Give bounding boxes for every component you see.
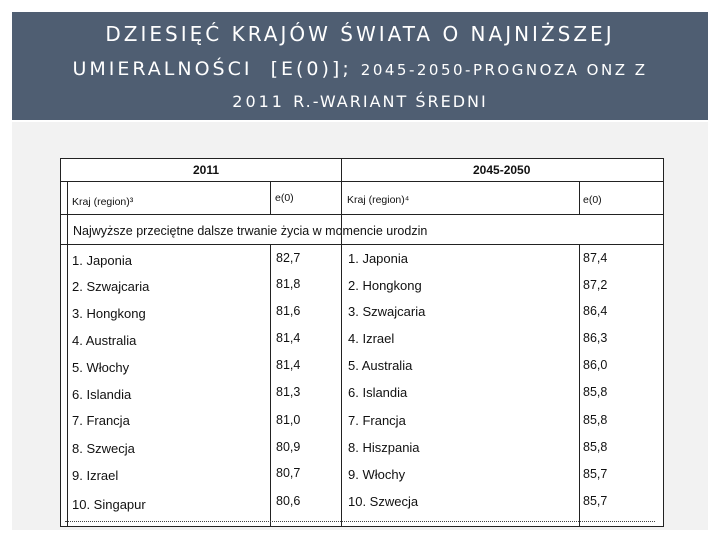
column-header-country: Kraj (region)⁴ (347, 194, 410, 206)
table-cell-country: 2. Hongkong (348, 278, 422, 293)
title-e0-notation: [E(0)]; (270, 58, 352, 80)
table-rule (270, 181, 271, 214)
year-header-2011: 2011 (193, 163, 220, 177)
slide-title-line-1: DZIESIĘĆ KRAJÓW ŚWIATA O NAJNIŻSZEJ (105, 22, 615, 46)
table-cut-edge (65, 521, 655, 526)
table-cell-country: 4. Australia (72, 333, 137, 348)
table-cell-country: 6. Islandia (348, 385, 408, 400)
table-cell-country: 8. Szwecja (72, 441, 135, 456)
table-cell-country: 2. Szwajcaria (72, 279, 150, 294)
table-cell-country: 7. Francja (72, 413, 130, 428)
table-rule (579, 181, 580, 214)
table-cell-value: 81,8 (276, 277, 301, 291)
table-cell-country: 8. Hiszpania (348, 440, 420, 455)
table-rule (61, 214, 663, 215)
table-cell-country: 5. Australia (348, 358, 413, 373)
table-cell-country: 6. Islandia (72, 387, 132, 402)
table-cell-value: 85,8 (583, 440, 608, 454)
table-cell-country: 5. Włochy (72, 360, 130, 375)
slide-title-line-2 (12, 58, 708, 80)
table-cell-value: 81,4 (276, 358, 301, 372)
table-cell-value: 87,2 (583, 278, 608, 292)
table-cell-country: 7. Francja (348, 413, 406, 428)
table-cell-value: 80,6 (276, 494, 301, 508)
table-cell-value: 81,3 (276, 385, 301, 399)
table-cell-value: 86,4 (583, 304, 608, 318)
table-rule (61, 181, 663, 182)
table-cell-value: 87,4 (583, 251, 608, 265)
title-year: 2011 (232, 92, 285, 111)
table-cell-value: 86,3 (583, 331, 608, 345)
table-cell-value: 81,4 (276, 331, 301, 345)
table-cell-value: 80,7 (276, 466, 301, 480)
table-rule (579, 244, 580, 526)
table-cell-value: 85,7 (583, 467, 608, 481)
table-cell-value: 80,9 (276, 440, 301, 454)
table-rule (270, 244, 271, 526)
column-header-country: Kraj (region)³ (72, 196, 134, 208)
table-rule (67, 181, 68, 526)
slide-title-line-3 (12, 92, 708, 111)
table-cell-value: 85,7 (583, 494, 608, 508)
table-cell-value: 81,0 (276, 413, 301, 427)
table-cell-country: 1. Japonia (72, 253, 132, 268)
table-cell-value: 81,6 (276, 304, 301, 318)
table-cell-value: 85,8 (583, 385, 608, 399)
table-cell-country: 10. Szwecja (348, 494, 419, 509)
table-cell-country: 9. Izrael (72, 468, 119, 483)
life-expectancy-table (60, 158, 664, 527)
table-cell-value: 85,8 (583, 413, 608, 427)
column-header-e0: e(0) (275, 192, 294, 204)
column-header-e0: e(0) (583, 194, 602, 206)
table-cell-country: 4. Izrael (348, 331, 395, 346)
table-cell-value: 82,7 (276, 251, 301, 265)
table-cell-country: 3. Hongkong (72, 306, 146, 321)
title-umieralnosci: UMIERALNOŚCI (72, 58, 253, 80)
table-cell-country: 10. Singapur (72, 497, 146, 512)
table-cell-country: 1. Japonia (348, 251, 408, 266)
table-rule (61, 244, 663, 245)
title-forecast: 2045-2050-PROGNOZA ONZ Z (360, 61, 648, 79)
table-cell-country: 3. Szwajcaria (348, 304, 426, 319)
title-variant: R.-WARIANT ŚREDNI (293, 92, 488, 111)
year-header-2045-2050: 2045-2050 (473, 163, 531, 177)
table-cell-value: 86,0 (583, 358, 608, 372)
table-rule (341, 159, 342, 526)
slide-title-band (12, 12, 708, 120)
section-note: Najwyższe przeciętne dalsze trwanie życia w momencie urodzin (73, 224, 428, 238)
table-cell-country: 9. Włochy (348, 467, 406, 482)
